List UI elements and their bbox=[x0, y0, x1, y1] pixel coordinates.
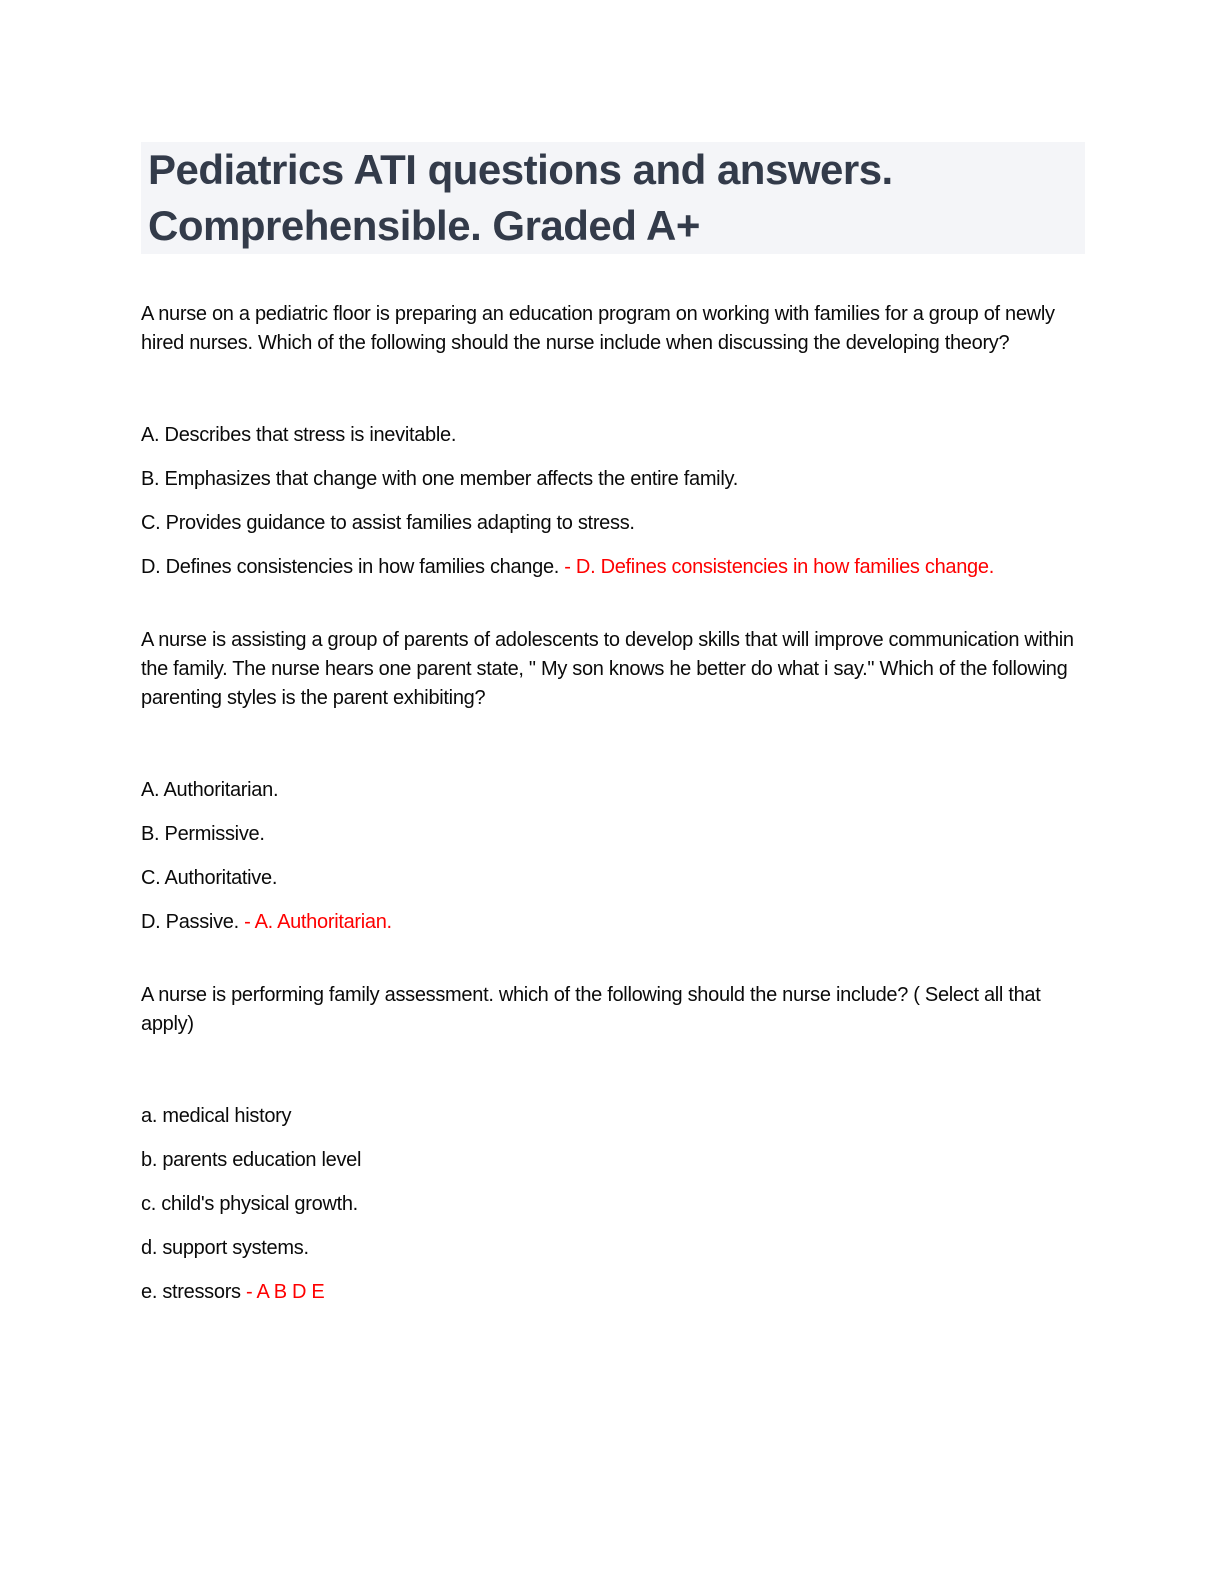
correct-answer: - A B D E bbox=[240, 1281, 325, 1303]
answer-option bbox=[141, 509, 1085, 538]
option-text: c. child's physical growth. bbox=[141, 1193, 358, 1215]
question-text: A nurse is assisting a group of parents of adolescents to develop skills that will improve communication within the family. The nurse hears one parent state, " My son knows he better do what i say." Which of the following parenting styles is the parent exhibiting? bbox=[141, 629, 1074, 709]
option-text: A. Authoritarian. bbox=[141, 779, 279, 801]
question-text: A nurse is performing family assessment. which of the following should the nurse include? ( Select all that apply) bbox=[141, 984, 1041, 1035]
option-text: b. parents education level bbox=[141, 1149, 362, 1171]
answer-option bbox=[141, 1102, 1085, 1131]
answer-option bbox=[141, 776, 1085, 805]
answer-option bbox=[141, 553, 1085, 582]
question-block bbox=[141, 981, 1085, 1307]
option-text: A. Describes that stress is inevitable. bbox=[141, 424, 457, 446]
answer-option bbox=[141, 908, 1085, 937]
answer-option bbox=[141, 465, 1085, 494]
question-block bbox=[141, 626, 1085, 937]
option-text: C. Authoritative. bbox=[141, 867, 278, 889]
option-text: D. Passive. bbox=[141, 911, 239, 933]
options-list bbox=[141, 421, 1085, 582]
page-title: Pediatrics ATI questions and answers. Comprehensible. Graded A+ bbox=[141, 142, 1085, 254]
option-text: a. medical history bbox=[141, 1105, 292, 1127]
option-text: d. support systems. bbox=[141, 1237, 309, 1259]
correct-answer: - A. Authoritarian. bbox=[238, 911, 392, 933]
option-text: B. Emphasizes that change with one member affects the entire family. bbox=[141, 468, 738, 490]
answer-option bbox=[141, 1278, 1085, 1307]
question-text: A nurse on a pediatric floor is preparing an education program on working with families for a group of newly hired nurses. Which of the following should the nurse include when discussing the developing theory? bbox=[141, 303, 1055, 354]
options-list bbox=[141, 1102, 1085, 1307]
option-text: D. Defines consistencies in how families change. bbox=[141, 556, 560, 578]
option-text: C. Provides guidance to assist families adapting to stress. bbox=[141, 512, 635, 534]
answer-option bbox=[141, 1146, 1085, 1175]
answer-option bbox=[141, 1234, 1085, 1263]
answer-option bbox=[141, 421, 1085, 450]
answer-option bbox=[141, 864, 1085, 893]
questions-container bbox=[141, 300, 1085, 1307]
options-list bbox=[141, 776, 1085, 937]
option-text: B. Permissive. bbox=[141, 823, 265, 845]
answer-option bbox=[141, 820, 1085, 849]
correct-answer: - D. Defines consistencies in how families change. bbox=[559, 556, 994, 578]
option-text: e. stressors bbox=[141, 1281, 241, 1303]
answer-option bbox=[141, 1190, 1085, 1219]
question-block bbox=[141, 300, 1085, 582]
